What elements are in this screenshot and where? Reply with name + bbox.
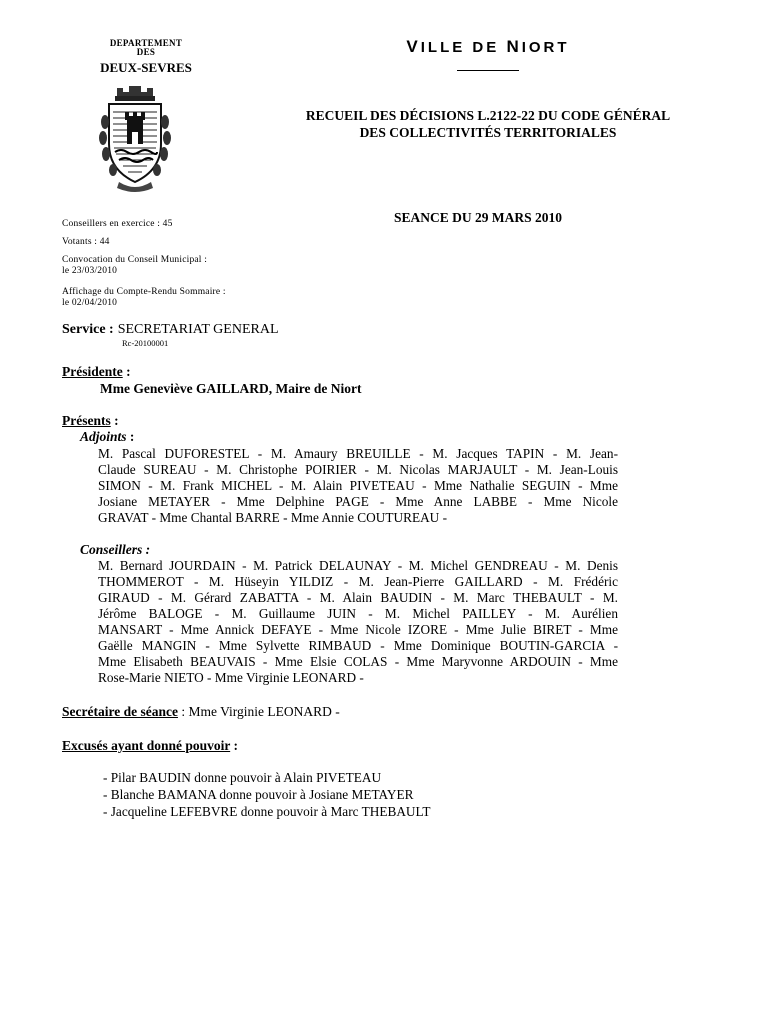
affichage bbox=[62, 287, 226, 309]
presents-heading bbox=[62, 413, 119, 429]
adjoints-line: Claude SUREAU - M. Christophe POIRIER - M. Nicolas MARJAULT - M. Jean-Louis bbox=[98, 462, 618, 477]
service-value: SECRETARIAT GENERAL bbox=[117, 322, 279, 337]
presents-colon: : bbox=[110, 413, 119, 428]
excuses-heading bbox=[62, 738, 238, 754]
pouvoir-item: - Pilar BAUDIN donne pouvoir à Alain PIVETEAU bbox=[103, 770, 382, 785]
department-line-2: DES bbox=[136, 47, 156, 57]
city-title bbox=[358, 37, 618, 57]
city-title-initial-v: V bbox=[406, 37, 421, 56]
coat-of-arms-seal bbox=[95, 82, 175, 194]
secretaire-line bbox=[62, 704, 340, 720]
conseillers-en-exercice: Conseillers en exercice : 45 bbox=[62, 219, 173, 229]
title-rule bbox=[457, 70, 519, 71]
excuses-title: Excusés ayant donné pouvoir bbox=[62, 738, 231, 753]
affichage-label: Affichage du Compte-Rendu Sommaire : bbox=[62, 287, 226, 297]
conseillers-line: Mme Elisabeth BEAUVAIS - Mme Elsie COLAS - Mme Maryvonne ARDOUIN - Mme bbox=[98, 654, 618, 669]
secretaire-title: Secrétaire de séance bbox=[62, 704, 178, 719]
reference-number: Rc-20100001 bbox=[122, 338, 169, 348]
conseillers-heading: Conseillers : bbox=[80, 542, 151, 557]
convocation bbox=[62, 255, 207, 277]
adjoints-line: Josiane METAYER - Mme Delphine PAGE - Mme Anne LABBE - Mme Nicole bbox=[98, 494, 618, 509]
adjoints-line: M. Pascal DUFORESTEL - M. Amaury BREUILLE - M. Jacques TAPIN - M. Jean- bbox=[98, 446, 618, 461]
recueil-line-2: DES COLLECTIVITÉS TERRITORIALES bbox=[359, 125, 617, 140]
conseillers-line: THOMMEROT - M. Hüseyin YILDIZ - M. Jean-Pierre GAILLARD - M. Frédéric bbox=[98, 574, 618, 589]
affichage-date: le 02/04/2010 bbox=[62, 298, 118, 308]
adjoints-heading bbox=[80, 429, 134, 445]
convocation-date: le 23/03/2010 bbox=[62, 266, 118, 276]
presidente-colon: : bbox=[122, 364, 131, 379]
excuses-list bbox=[103, 769, 431, 820]
conseillers-line: MANSART - Mme Annick DEFAYE - Mme Nicole IZORE - Mme Julie BIRET - Mme bbox=[98, 622, 618, 637]
secretaire-value: : Mme Virginie LEONARD - bbox=[177, 704, 340, 719]
adjoints-list bbox=[98, 446, 618, 526]
conseillers-line: GIRAUD - M. Gérard ZABATTA - M. Alain BAUDIN - M. Marc THEBAULT - M. bbox=[98, 590, 618, 605]
conseillers-line: Gaëlle MANGIN - Mme Sylvette RIMBAUD - Mme Dominique BOUTIN-GARCIA - bbox=[98, 638, 618, 653]
pouvoir-item: - Blanche BAMANA donne pouvoir à Josiane METAYER bbox=[103, 787, 414, 802]
pouvoir-item: - Jacqueline LEFEBVRE donne pouvoir à Marc THEBAULT bbox=[103, 804, 431, 819]
conseillers-list bbox=[98, 558, 618, 686]
adjoints-line: GRAVAT - Mme Chantal BARRE - Mme Annie COUTUREAU - bbox=[98, 510, 448, 525]
conseillers-line: Rose-Marie NIETO - Mme Virginie LEONARD - bbox=[98, 670, 364, 685]
department-label bbox=[86, 38, 206, 57]
presidente-heading bbox=[62, 364, 131, 380]
city-title-part-2: IORT bbox=[521, 39, 570, 56]
adjoints-line: SIMON - M. Frank MICHEL - M. Alain PIVETEAU - Mme Nathalie SEGUIN - Mme bbox=[98, 478, 618, 493]
service-line bbox=[62, 320, 279, 338]
recueil-heading bbox=[268, 107, 708, 141]
department-name: DEUX-SEVRES bbox=[100, 60, 192, 75]
conseillers-line: M. Bernard JOURDAIN - M. Patrick DELAUNAY - M. Michel GENDREAU - M. Denis bbox=[98, 558, 618, 573]
city-title-initial-n: N bbox=[506, 37, 522, 56]
convocation-label: Convocation du Conseil Municipal : bbox=[62, 255, 208, 265]
votants: Votants : 44 bbox=[62, 237, 110, 247]
service-label: Service : bbox=[62, 322, 114, 337]
presidente-name: Mme Geneviève GAILLARD, Maire de Niort bbox=[100, 381, 362, 396]
presidente-title: Présidente bbox=[62, 364, 123, 379]
excuses-colon: : bbox=[230, 738, 239, 753]
recueil-line-1: RECUEIL DES DÉCISIONS L.2122-22 DU CODE GÉNÉRAL bbox=[305, 108, 671, 123]
seance-date: SEANCE DU 29 MARS 2010 bbox=[394, 210, 563, 225]
adjoints-title: Adjoints bbox=[80, 429, 127, 444]
adjoints-colon: : bbox=[126, 429, 135, 444]
presents-title: Présents bbox=[62, 413, 111, 428]
conseillers-line: Jérôme BALOGE - M. Guillaume JUIN - M. Michel PAILLEY - M. Aurélien bbox=[98, 606, 618, 621]
city-title-part-1: ILLE DE bbox=[420, 39, 507, 56]
department-line-1: DEPARTEMENT bbox=[109, 38, 183, 48]
